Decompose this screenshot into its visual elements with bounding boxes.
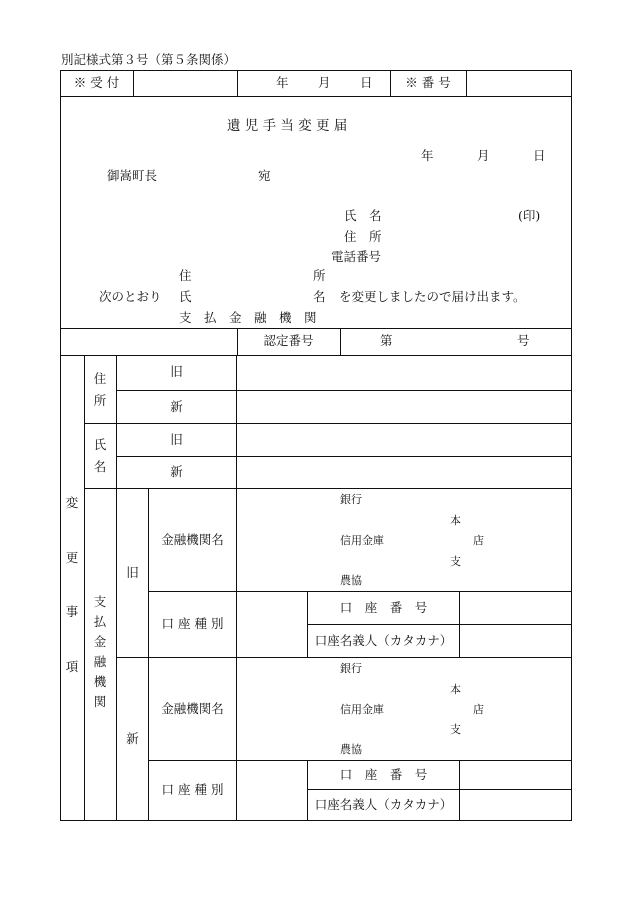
divider [84,355,85,821]
name-new-label: 新 [170,464,183,480]
new-bank-name-label: 金融機関名 [161,700,224,716]
change-statement-prefix: 次のとおり [99,289,162,304]
address-old-label: 旧 [170,364,183,380]
form-title: 遺 児 手 当 変 更 届 [227,118,348,134]
certification-label: 認定番号 [263,333,314,349]
reception-year-label: 年 [276,75,289,90]
old-bank-type-credit: 信用金庫 [340,534,384,547]
change-items-section-label [60,497,84,673]
label: 名 [93,458,107,474]
addressee-mayor: 御嵩町長 [107,168,158,183]
change-item-bank: 支 払 金 融 機 関 [179,310,317,325]
bank-new-label: 新 [126,730,139,746]
old-branch-store: 店 [473,534,484,547]
new-bank-type-credit: 信用金庫 [340,703,384,716]
new-bank-type-agri: 農協 [340,743,362,756]
reception-date [238,70,390,96]
submit-day-label: 日 [533,148,546,163]
name-old-label: 旧 [170,431,183,447]
label: 更 [65,549,79,565]
old-branch-sub: 支 [450,555,461,568]
divider [60,96,572,97]
certification-suffix: 号 [517,333,530,348]
divider [133,70,134,96]
label: 融 [93,654,107,670]
label: 項 [65,658,79,674]
label: 払 [93,614,107,630]
new-account-number-label: 口 座 番 号 [339,766,428,782]
new-branch-store: 店 [473,703,484,716]
divider [466,70,467,96]
divider [340,328,341,355]
submit-month-label: 月 [477,148,490,163]
table-border-bottom [60,820,572,821]
label: 機 [93,674,107,690]
label: 事 [65,604,79,619]
old-bank-name-label: 金融機関名 [161,531,224,547]
address-label [84,373,116,407]
payment-bank-label [84,596,116,709]
address-new-label: 新 [170,398,183,414]
table-border-right [571,70,572,821]
divider [236,355,237,821]
certification-prefix: 第 [380,333,393,348]
reception-label: ※ 受 付 [73,74,120,90]
new-branch-sub: 支 [450,723,461,736]
change-item-address-b: 所 [313,268,326,283]
old-account-number-label: 口 座 番 号 [339,599,428,615]
change-statement-suffix: を変更しましたので届け出ます。 [339,289,526,304]
change-item-address-a: 住 [179,268,192,283]
new-account-holder-label: 口座名義人（カタカナ） [314,796,453,812]
old-bank-type-bank: 銀行 [340,493,362,506]
applicant-phone-label: 電話番号 [331,249,382,264]
reception-number-label: ※ 番 号 [405,74,451,90]
label: 金 [93,634,107,650]
applicant-name-label: 氏 名 [344,208,382,223]
submit-year-label: 年 [421,148,434,163]
name-label [84,439,116,473]
new-bank-type-bank: 銀行 [340,662,362,675]
label: 所 [93,392,107,408]
applicant-address-label: 住 所 [344,229,382,244]
old-branch-main: 本 [450,514,461,527]
label: 関 [93,694,107,710]
new-account-type-label: 口 座 種 別 [161,782,224,798]
label: 支 [93,594,107,609]
label: 氏 [93,437,107,452]
old-bank-type-agri: 農協 [340,574,362,587]
form-number-label: 別記様式第３号（第５条関係） [61,52,237,67]
divider [459,760,460,821]
reception-day-label: 日 [360,75,373,90]
bank-old-label: 旧 [126,564,139,580]
reception-month-label: 月 [318,75,331,90]
label: 住 [93,371,107,386]
change-item-name-a: 氏 [179,289,192,304]
table-border-left [60,70,61,820]
old-account-type-label: 口 座 種 別 [161,616,224,632]
old-account-holder-label: 口座名義人（カタカナ） [314,632,453,648]
seal-mark: (印) [518,208,541,223]
label: 変 [65,495,79,510]
change-item-name-b: 名 [313,289,326,304]
new-branch-main: 本 [450,683,461,696]
addressee-honorific: 宛 [258,168,271,183]
